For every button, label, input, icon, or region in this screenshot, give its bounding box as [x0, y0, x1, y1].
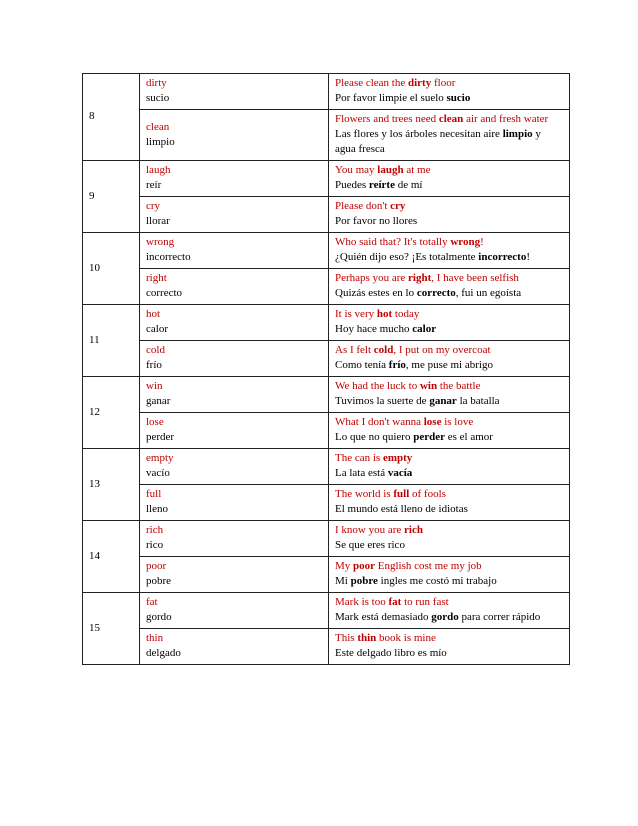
example-cell — [329, 74, 570, 110]
word-cell — [140, 485, 329, 521]
table-row — [83, 521, 570, 557]
english-word: full — [146, 488, 162, 500]
spanish-example — [335, 286, 563, 301]
example-text: ingles me costó mi trabajo — [377, 575, 497, 587]
highlighted-word: perder — [413, 431, 445, 443]
english-word: hot — [146, 308, 161, 320]
table-row — [83, 110, 570, 161]
english-word: empty — [146, 452, 174, 464]
spanish-word: correcto — [146, 287, 183, 299]
spanish-word: perder — [146, 431, 175, 443]
example-cell — [329, 233, 570, 269]
word-cell — [140, 341, 329, 377]
spanish-example — [335, 178, 563, 193]
vocabulary-table-body — [83, 74, 570, 665]
highlighted-word: win — [419, 380, 438, 392]
english-example — [335, 271, 563, 286]
english-example — [335, 235, 563, 250]
word-cell — [140, 629, 329, 665]
example-text: Como tenía — [335, 359, 389, 371]
highlighted-word: calor — [412, 323, 437, 335]
example-cell — [329, 110, 570, 161]
example-text: As I felt — [335, 344, 374, 356]
spanish-example — [335, 127, 563, 157]
spanish-example — [335, 574, 563, 589]
spanish-example — [335, 466, 563, 481]
spanish-example — [335, 394, 563, 409]
highlighted-word: frío — [388, 359, 406, 371]
example-text: What I don't wanna — [335, 416, 424, 428]
word-cell — [140, 557, 329, 593]
example-text: para correr rápido — [458, 611, 541, 623]
english-word: fat — [146, 596, 158, 608]
word-cell — [140, 377, 329, 413]
vocabulary-table — [82, 73, 570, 665]
spanish-word: reír — [146, 179, 162, 191]
english-example — [335, 199, 563, 214]
example-text: Hoy hace mucho — [335, 323, 413, 335]
english-word: wrong — [146, 236, 175, 248]
example-cell — [329, 521, 570, 557]
english-example — [335, 163, 563, 178]
highlighted-word: dirty — [408, 77, 432, 89]
english-example — [335, 343, 563, 358]
example-text: at me — [403, 164, 431, 176]
highlighted-word: right — [408, 272, 432, 284]
example-text: Las flores y los árboles necesitan aire — [335, 128, 503, 140]
english-example — [335, 76, 563, 91]
example-cell — [329, 341, 570, 377]
spanish-word: calor — [146, 323, 168, 335]
highlighted-word: rich — [404, 524, 423, 536]
example-text: today — [392, 308, 420, 320]
highlighted-word: cry — [390, 200, 406, 212]
example-text: Flowers and trees need — [335, 113, 439, 125]
word-cell — [140, 593, 329, 629]
example-text: Mark está demasiado — [335, 611, 432, 623]
example-cell — [329, 269, 570, 305]
spanish-word: ganar — [146, 395, 171, 407]
word-cell — [140, 197, 329, 233]
table-row — [83, 161, 570, 197]
spanish-example — [335, 646, 563, 661]
spanish-example — [335, 538, 563, 553]
word-cell — [140, 305, 329, 341]
example-text: Please don't — [335, 200, 391, 212]
spanish-word: frío — [146, 359, 162, 371]
word-cell — [140, 269, 329, 305]
spanish-word: limpio — [146, 135, 175, 148]
example-text: ¿Quién dijo eso? ¡Es totalmente — [335, 251, 479, 263]
highlighted-word: laugh — [377, 164, 404, 176]
example-text: Mark is too — [335, 596, 389, 608]
english-example — [335, 487, 563, 502]
example-text: It is very — [335, 308, 377, 320]
table-row — [83, 485, 570, 521]
example-cell — [329, 449, 570, 485]
spanish-example — [335, 610, 563, 625]
spanish-example — [335, 502, 563, 517]
english-word: cold — [146, 344, 165, 356]
highlighted-word: correcto — [416, 287, 456, 299]
table-row — [83, 269, 570, 305]
spanish-example — [335, 358, 563, 373]
spanish-word: vacío — [146, 467, 170, 479]
table-row — [83, 377, 570, 413]
highlighted-word: incorrecto — [478, 251, 527, 263]
example-text: Se que eres rico — [335, 539, 405, 551]
english-word: laugh — [146, 164, 171, 176]
table-row — [83, 305, 570, 341]
highlighted-word: lose — [423, 416, 442, 428]
table-row — [83, 197, 570, 233]
english-word: poor — [146, 560, 167, 572]
example-text: This — [335, 632, 358, 644]
highlighted-word: vacía — [387, 467, 413, 479]
example-text: We had the luck to — [335, 380, 420, 392]
word-cell — [140, 413, 329, 449]
highlighted-word: reírte — [368, 179, 395, 191]
table-row — [83, 74, 570, 110]
group-number: 10 — [83, 233, 140, 305]
highlighted-word: clean — [438, 113, 464, 125]
example-text: floor — [431, 77, 456, 89]
highlighted-word: sucio — [446, 92, 471, 104]
table-row — [83, 341, 570, 377]
highlighted-word: cold — [373, 344, 394, 356]
group-number: 13 — [83, 449, 140, 521]
example-text: , fui un egoísta — [455, 287, 522, 299]
example-cell — [329, 413, 570, 449]
group-number: 14 — [83, 521, 140, 593]
word-cell — [140, 74, 329, 110]
highlighted-word: poor — [353, 560, 376, 572]
english-word: lose — [146, 416, 164, 428]
example-text: es el amor — [444, 431, 493, 443]
group-number: 12 — [83, 377, 140, 449]
english-example — [335, 631, 563, 646]
example-text: My — [335, 560, 354, 572]
spanish-example — [335, 322, 563, 337]
example-text: El mundo está lleno de idiotas — [335, 503, 468, 515]
example-text: Lo que no quiero — [335, 431, 414, 443]
spanish-word: rico — [146, 539, 164, 551]
spanish-example — [335, 250, 563, 265]
english-word: clean — [146, 120, 170, 133]
group-number: 15 — [83, 593, 140, 665]
spanish-word: gordo — [146, 611, 172, 623]
spanish-word: lleno — [146, 503, 168, 515]
highlighted-word: hot — [376, 308, 393, 320]
example-text: I know you are — [335, 524, 405, 536]
example-text: Por favor no llores — [335, 215, 418, 227]
table-row — [83, 557, 570, 593]
example-text: of fools — [409, 488, 446, 500]
example-text: Who said that? It's totally — [335, 236, 451, 248]
word-cell — [140, 110, 329, 161]
group-number: 11 — [83, 305, 140, 377]
example-text: Quizás estes en lo — [335, 287, 417, 299]
spanish-word: incorrecto — [146, 251, 191, 263]
example-text: ! — [526, 251, 530, 263]
example-text: the battle — [437, 380, 481, 392]
example-text: Puedes — [335, 179, 369, 191]
table-row — [83, 449, 570, 485]
example-text: The world is — [335, 488, 394, 500]
example-cell — [329, 197, 570, 233]
spanish-word: delgado — [146, 647, 181, 659]
table-row — [83, 413, 570, 449]
example-text: y agua fresca — [335, 128, 541, 155]
example-text: The can is — [335, 452, 383, 464]
example-text: You may — [335, 164, 378, 176]
english-word: cry — [146, 200, 161, 212]
example-text: Please clean the — [335, 77, 408, 89]
example-text: Tuvimos la suerte de — [335, 395, 430, 407]
group-number: 9 — [83, 161, 140, 233]
english-example — [335, 415, 563, 430]
example-cell — [329, 593, 570, 629]
example-cell — [329, 629, 570, 665]
spanish-word: sucio — [146, 92, 170, 104]
spanish-example — [335, 91, 563, 106]
example-cell — [329, 161, 570, 197]
highlighted-word: limpio — [502, 128, 533, 140]
example-text: to run fast — [401, 596, 449, 608]
highlighted-word: ganar — [429, 395, 457, 407]
highlighted-word: pobre — [350, 575, 378, 587]
example-text: , me puse mi abrigo — [405, 359, 493, 371]
english-word: rich — [146, 524, 164, 536]
word-cell — [140, 233, 329, 269]
english-word: win — [146, 380, 163, 392]
english-example — [335, 559, 563, 574]
spanish-example — [335, 214, 563, 229]
word-cell — [140, 521, 329, 557]
english-word: dirty — [146, 77, 167, 89]
english-example — [335, 307, 563, 322]
highlighted-word: fat — [388, 596, 402, 608]
example-text: de mí — [394, 179, 423, 191]
english-example — [335, 523, 563, 538]
english-example — [335, 379, 563, 394]
highlighted-word: gordo — [431, 611, 459, 623]
example-text: English cost me my job — [375, 560, 482, 572]
english-word: right — [146, 272, 167, 284]
example-text: la batalla — [456, 395, 500, 407]
example-text: book is mine — [376, 632, 436, 644]
example-cell — [329, 485, 570, 521]
english-example — [335, 595, 563, 610]
example-cell — [329, 305, 570, 341]
example-text: Mi — [335, 575, 351, 587]
spanish-word: llorar — [146, 215, 170, 227]
example-text: , I have been selfish — [431, 272, 519, 284]
highlighted-word: thin — [357, 632, 377, 644]
example-cell — [329, 377, 570, 413]
english-word: thin — [146, 632, 164, 644]
example-text: is love — [441, 416, 474, 428]
example-text: La lata está — [335, 467, 388, 479]
example-text: Perhaps you are — [335, 272, 409, 284]
highlighted-word: wrong — [450, 236, 481, 248]
table-row — [83, 593, 570, 629]
english-example — [335, 451, 563, 466]
example-cell — [329, 557, 570, 593]
example-text: air and fresh water — [463, 113, 549, 125]
table-row — [83, 629, 570, 665]
highlighted-word: empty — [382, 452, 413, 464]
table-row — [83, 233, 570, 269]
spanish-word: pobre — [146, 575, 172, 587]
example-text: Este delgado libro es mío — [335, 647, 447, 659]
example-text: ! — [480, 236, 484, 248]
spanish-example — [335, 430, 563, 445]
example-text: Por favor limpie el suelo — [335, 92, 447, 104]
highlighted-word: full — [393, 488, 410, 500]
word-cell — [140, 161, 329, 197]
english-example — [335, 112, 563, 127]
example-text: , I put on my overcoat — [393, 344, 491, 356]
group-number: 8 — [83, 74, 140, 161]
word-cell — [140, 449, 329, 485]
